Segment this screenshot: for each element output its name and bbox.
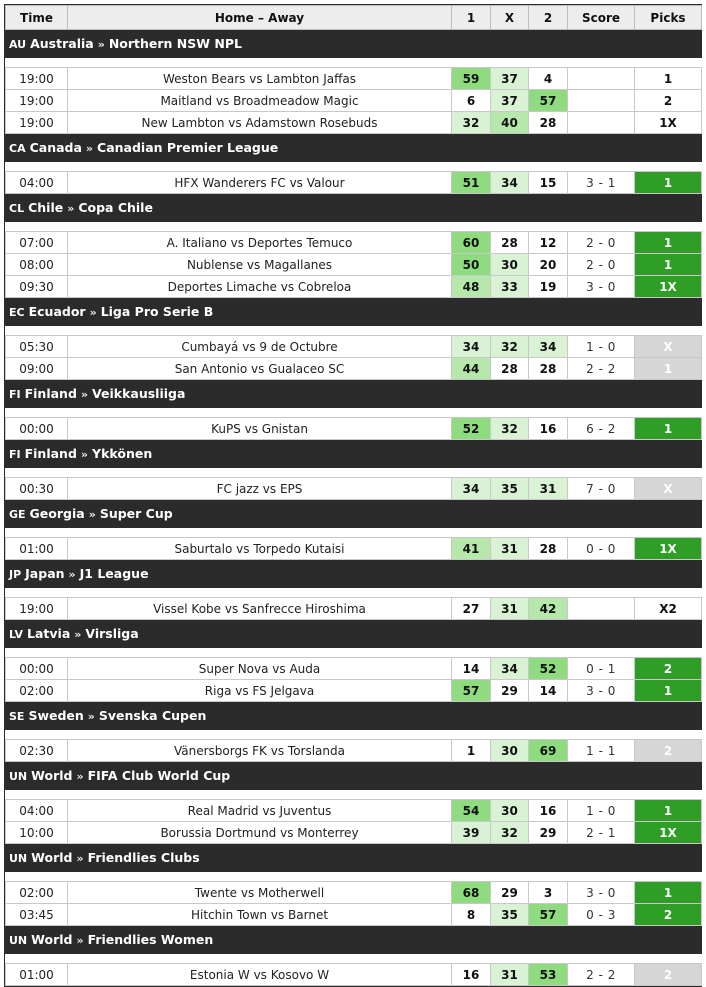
match-row[interactable] — [6, 276, 702, 298]
country-code-flag: GE — [9, 508, 26, 521]
breadcrumb-separator-icon: » — [80, 388, 89, 401]
prob-draw: 29 — [491, 680, 529, 702]
league-spacer — [6, 468, 702, 478]
prob-draw: 34 — [491, 172, 529, 194]
prob-home: 1 — [452, 740, 491, 762]
prob-draw: 34 — [491, 658, 529, 680]
match-score: 2 - 1 — [568, 822, 635, 844]
prob-home: 54 — [452, 800, 491, 822]
match-pick: 1 — [635, 418, 702, 440]
match-time: 19:00 — [6, 90, 68, 112]
country-code-flag: LV — [9, 628, 24, 641]
breadcrumb-separator-icon: » — [87, 710, 95, 723]
match-teams-link[interactable]: Hitchin Town vs Barnet — [68, 904, 452, 926]
prob-home: 6 — [452, 90, 491, 112]
prob-away: 57 — [529, 904, 568, 926]
match-row[interactable] — [6, 232, 702, 254]
league-header-cell[interactable] — [6, 298, 702, 326]
country-code-flag: UN — [9, 934, 28, 947]
match-time: 09:00 — [6, 358, 68, 380]
country-code-flag: JP — [9, 568, 22, 581]
match-teams-link[interactable]: Vänersborgs FK vs Torslanda — [68, 740, 452, 762]
header-match: Home – Away — [68, 6, 452, 30]
league-header[interactable] — [6, 500, 702, 528]
match-pick: 1X — [635, 276, 702, 298]
header-score: Score — [568, 6, 635, 30]
league-country[interactable]: Australia — [30, 36, 94, 51]
league-header-cell[interactable] — [6, 844, 702, 872]
header-time: Time — [6, 6, 68, 30]
match-row[interactable] — [6, 112, 702, 134]
match-score: 3 - 1 — [568, 172, 635, 194]
country-code-flag: CL — [9, 202, 25, 215]
match-row[interactable] — [6, 254, 702, 276]
prob-away: 20 — [529, 254, 568, 276]
league-country[interactable]: Latvia — [27, 626, 71, 641]
prob-draw: 30 — [491, 740, 529, 762]
match-row[interactable] — [6, 740, 702, 762]
match-time: 19:00 — [6, 112, 68, 134]
prob-home: 50 — [452, 254, 491, 276]
match-time: 02:30 — [6, 740, 68, 762]
league-name[interactable]: FIFA Club World Cup — [87, 768, 231, 783]
prob-draw: 28 — [491, 358, 529, 380]
league-header-cell[interactable] — [6, 30, 702, 58]
prob-home: 27 — [452, 598, 491, 620]
league-spacer-cell — [6, 468, 702, 478]
match-score: 1 - 0 — [568, 800, 635, 822]
match-row[interactable] — [6, 680, 702, 702]
country-code-flag: AU — [9, 38, 27, 51]
match-score — [568, 68, 635, 90]
prob-draw: 29 — [491, 882, 529, 904]
match-teams-link[interactable]: Vissel Kobe vs Sanfrecce Hiroshima — [68, 598, 452, 620]
prob-away: 53 — [529, 964, 568, 986]
match-time: 10:00 — [6, 822, 68, 844]
league-spacer — [6, 408, 702, 418]
prob-home: 34 — [452, 336, 491, 358]
match-time: 04:00 — [6, 172, 68, 194]
country-code-flag: FI — [9, 388, 21, 401]
prob-home: 14 — [452, 658, 491, 680]
match-pick: 1 — [635, 800, 702, 822]
match-pick: 1 — [635, 68, 702, 90]
breadcrumb-separator-icon: » — [76, 770, 84, 783]
match-row[interactable] — [6, 68, 702, 90]
breadcrumb-separator-icon: » — [74, 628, 82, 641]
match-row[interactable] — [6, 964, 702, 986]
prob-home: 32 — [452, 112, 491, 134]
league-spacer-cell — [6, 58, 702, 68]
league-spacer-cell — [6, 326, 702, 336]
league-header[interactable] — [6, 440, 702, 468]
prob-away: 19 — [529, 276, 568, 298]
match-teams-link[interactable]: Maitland vs Broadmeadow Magic — [68, 90, 452, 112]
league-spacer — [6, 222, 702, 232]
breadcrumb-separator-icon: » — [80, 448, 89, 461]
league-spacer-cell — [6, 872, 702, 882]
league-spacer — [6, 58, 702, 68]
prob-away: 42 — [529, 598, 568, 620]
prob-away: 31 — [529, 478, 568, 500]
table-body — [6, 30, 702, 986]
prob-away: 34 — [529, 336, 568, 358]
league-name[interactable]: Friendlies Women — [87, 932, 214, 947]
match-pick: 2 — [635, 740, 702, 762]
league-country[interactable]: World — [31, 768, 73, 783]
league-header[interactable] — [6, 620, 702, 648]
match-teams-link[interactable]: San Antonio vs Gualaceo SC — [68, 358, 452, 380]
prob-away: 52 — [529, 658, 568, 680]
match-time: 05:30 — [6, 336, 68, 358]
match-score: 6 - 2 — [568, 418, 635, 440]
match-score: 2 - 2 — [568, 358, 635, 380]
prob-draw: 31 — [491, 598, 529, 620]
match-row[interactable] — [6, 172, 702, 194]
match-teams-link[interactable]: Riga vs FS Jelgava — [68, 680, 452, 702]
prob-draw: 37 — [491, 68, 529, 90]
breadcrumb-separator-icon: » — [85, 142, 94, 155]
league-name[interactable]: Svenska Cupen — [98, 708, 207, 723]
league-spacer-cell — [6, 790, 702, 800]
match-pick: 1 — [635, 172, 702, 194]
match-row[interactable] — [6, 882, 702, 904]
prob-away: 3 — [529, 882, 568, 904]
match-pick: 2 — [635, 904, 702, 926]
match-row[interactable] — [6, 800, 702, 822]
match-score: 0 - 1 — [568, 658, 635, 680]
prob-draw: 30 — [491, 254, 529, 276]
match-row[interactable] — [6, 658, 702, 680]
match-time: 09:30 — [6, 276, 68, 298]
breadcrumb-separator-icon: » — [76, 934, 84, 947]
league-name[interactable]: Super Cup — [99, 506, 173, 521]
match-pick: 1 — [635, 232, 702, 254]
league-header[interactable] — [6, 30, 702, 58]
match-teams-link[interactable]: Saburtalo vs Torpedo Kutaisi — [68, 538, 452, 560]
match-teams-link[interactable]: KuPS vs Gnistan — [68, 418, 452, 440]
match-teams-link[interactable]: FC jazz vs EPS — [68, 478, 452, 500]
match-score — [568, 90, 635, 112]
match-pick: 1X — [635, 112, 702, 134]
prob-home: 44 — [452, 358, 491, 380]
prob-away: 12 — [529, 232, 568, 254]
match-row[interactable] — [6, 418, 702, 440]
predictions-table-container — [4, 4, 702, 987]
header-prob-x: X — [491, 6, 529, 30]
league-header-cell[interactable] — [6, 194, 702, 222]
league-header-cell[interactable] — [6, 380, 702, 408]
league-header-cell[interactable] — [6, 762, 702, 790]
league-header-cell[interactable] — [6, 440, 702, 468]
match-row[interactable] — [6, 358, 702, 380]
match-time: 19:00 — [6, 68, 68, 90]
prob-home: 68 — [452, 882, 491, 904]
match-teams-link[interactable]: Weston Bears vs Lambton Jaffas — [68, 68, 452, 90]
league-spacer-cell — [6, 588, 702, 598]
league-spacer — [6, 162, 702, 172]
match-row[interactable] — [6, 822, 702, 844]
match-row[interactable] — [6, 598, 702, 620]
prob-away: 16 — [529, 418, 568, 440]
league-spacer-cell — [6, 408, 702, 418]
match-teams-link[interactable]: New Lambton vs Adamstown Rosebuds — [68, 112, 452, 134]
prob-draw: 31 — [491, 538, 529, 560]
prob-home: 60 — [452, 232, 491, 254]
prob-home: 41 — [452, 538, 491, 560]
prob-draw: 40 — [491, 112, 529, 134]
league-spacer — [6, 326, 702, 336]
league-spacer — [6, 954, 702, 964]
header-picks: Picks — [635, 6, 702, 30]
league-name[interactable]: Friendlies Clubs — [87, 850, 200, 865]
league-header[interactable] — [6, 380, 702, 408]
league-spacer-cell — [6, 730, 702, 740]
match-time: 04:00 — [6, 800, 68, 822]
league-spacer — [6, 730, 702, 740]
league-country[interactable]: Chile — [28, 200, 64, 215]
league-header[interactable] — [6, 298, 702, 326]
match-time: 08:00 — [6, 254, 68, 276]
prob-draw: 33 — [491, 276, 529, 298]
match-row[interactable] — [6, 336, 702, 358]
league-name[interactable]: Veikkausliiga — [92, 386, 186, 401]
country-code-flag: SE — [9, 710, 25, 723]
league-name[interactable]: Copa Chile — [78, 200, 153, 215]
match-pick: 1X — [635, 538, 702, 560]
match-score: 7 - 0 — [568, 478, 635, 500]
prob-home: 34 — [452, 478, 491, 500]
match-row[interactable] — [6, 904, 702, 926]
match-time: 07:00 — [6, 232, 68, 254]
match-teams-link[interactable]: A. Italiano vs Deportes Temuco — [68, 232, 452, 254]
league-header[interactable] — [6, 702, 702, 730]
match-pick: 1 — [635, 680, 702, 702]
prob-home: 16 — [452, 964, 491, 986]
league-header[interactable] — [6, 762, 702, 790]
breadcrumb-separator-icon: » — [88, 508, 96, 521]
prob-draw: 28 — [491, 232, 529, 254]
match-teams-link[interactable]: Twente vs Motherwell — [68, 882, 452, 904]
breadcrumb-separator-icon: » — [68, 568, 76, 581]
match-time: 02:00 — [6, 882, 68, 904]
match-time: 19:00 — [6, 598, 68, 620]
prob-draw: 30 — [491, 800, 529, 822]
match-time: 00:00 — [6, 658, 68, 680]
country-code-flag: CA — [9, 142, 26, 155]
match-score: 3 - 0 — [568, 276, 635, 298]
league-spacer-cell — [6, 954, 702, 964]
league-name[interactable]: Liga Pro Serie B — [100, 304, 214, 319]
league-header-cell[interactable] — [6, 560, 702, 588]
match-row[interactable] — [6, 538, 702, 560]
match-time: 00:30 — [6, 478, 68, 500]
match-teams-link[interactable]: Borussia Dortmund vs Monterrey — [68, 822, 452, 844]
breadcrumb-separator-icon: » — [97, 38, 105, 51]
league-spacer — [6, 588, 702, 598]
league-country[interactable]: Japan — [25, 566, 65, 581]
league-header[interactable] — [6, 194, 702, 222]
prob-home: 59 — [452, 68, 491, 90]
country-code-flag: UN — [9, 770, 28, 783]
match-time: 00:00 — [6, 418, 68, 440]
prob-away: 69 — [529, 740, 568, 762]
league-header-cell[interactable] — [6, 620, 702, 648]
league-spacer-cell — [6, 162, 702, 172]
match-pick: 1 — [635, 882, 702, 904]
prob-draw: 35 — [491, 478, 529, 500]
match-time: 01:00 — [6, 964, 68, 986]
prob-away: 57 — [529, 90, 568, 112]
match-score — [568, 112, 635, 134]
league-header[interactable] — [6, 926, 702, 954]
match-pick: 2 — [635, 90, 702, 112]
league-country[interactable]: Canada — [29, 140, 82, 155]
breadcrumb-separator-icon: » — [89, 306, 97, 319]
prob-home: 8 — [452, 904, 491, 926]
league-name[interactable]: Virsliga — [85, 626, 139, 641]
match-teams-link[interactable]: Cumbayá vs 9 de Octubre — [68, 336, 452, 358]
match-score — [568, 598, 635, 620]
country-code-flag: UN — [9, 852, 28, 865]
match-teams-link[interactable]: Real Madrid vs Juventus — [68, 800, 452, 822]
prob-away: 4 — [529, 68, 568, 90]
match-pick: X — [635, 478, 702, 500]
header-prob-2: 2 — [529, 6, 568, 30]
league-country[interactable]: Finland — [24, 446, 77, 461]
league-name[interactable]: J1 League — [79, 566, 149, 581]
breadcrumb-separator-icon: » — [76, 852, 84, 865]
prob-away: 28 — [529, 112, 568, 134]
prob-draw: 31 — [491, 964, 529, 986]
league-country[interactable]: Georgia — [29, 506, 85, 521]
match-score: 3 - 0 — [568, 680, 635, 702]
match-time: 02:00 — [6, 680, 68, 702]
match-score: 2 - 0 — [568, 254, 635, 276]
match-score: 0 - 0 — [568, 538, 635, 560]
prob-draw: 35 — [491, 904, 529, 926]
league-header-cell[interactable] — [6, 702, 702, 730]
match-teams-link[interactable]: HFX Wanderers FC vs Valour — [68, 172, 452, 194]
table-header — [6, 6, 702, 30]
prob-away: 29 — [529, 822, 568, 844]
match-score: 1 - 1 — [568, 740, 635, 762]
prob-home: 48 — [452, 276, 491, 298]
prob-home: 39 — [452, 822, 491, 844]
league-country[interactable]: World — [31, 850, 73, 865]
match-time: 03:45 — [6, 904, 68, 926]
header-prob-1: 1 — [452, 6, 491, 30]
match-pick: X — [635, 336, 702, 358]
match-row[interactable] — [6, 90, 702, 112]
league-spacer — [6, 528, 702, 538]
match-row[interactable] — [6, 478, 702, 500]
country-code-flag: FI — [9, 448, 21, 461]
league-name[interactable]: Ykkönen — [92, 446, 153, 461]
league-header[interactable] — [6, 560, 702, 588]
match-time: 01:00 — [6, 538, 68, 560]
league-spacer-cell — [6, 222, 702, 232]
match-pick: 2 — [635, 964, 702, 986]
prob-draw: 37 — [491, 90, 529, 112]
match-score: 1 - 0 — [568, 336, 635, 358]
match-score: 2 - 2 — [568, 964, 635, 986]
league-header-cell[interactable] — [6, 926, 702, 954]
league-spacer-cell — [6, 648, 702, 658]
prob-home: 52 — [452, 418, 491, 440]
prob-away: 16 — [529, 800, 568, 822]
match-score: 0 - 3 — [568, 904, 635, 926]
match-score: 3 - 0 — [568, 882, 635, 904]
league-header-cell[interactable] — [6, 500, 702, 528]
prob-away: 28 — [529, 538, 568, 560]
match-teams-link[interactable]: Super Nova vs Auda — [68, 658, 452, 680]
league-country[interactable]: Sweden — [28, 708, 84, 723]
league-header[interactable] — [6, 134, 702, 162]
league-name[interactable]: Canadian Premier League — [97, 140, 279, 155]
prob-away: 15 — [529, 172, 568, 194]
prob-draw: 32 — [491, 336, 529, 358]
league-spacer-cell — [6, 528, 702, 538]
breadcrumb-separator-icon: » — [67, 202, 75, 215]
match-pick: 1 — [635, 358, 702, 380]
prob-draw: 32 — [491, 418, 529, 440]
predictions-table — [5, 5, 702, 986]
league-country[interactable]: Ecuador — [28, 304, 86, 319]
prob-away: 28 — [529, 358, 568, 380]
league-spacer — [6, 648, 702, 658]
match-pick: 1 — [635, 254, 702, 276]
match-pick: 2 — [635, 658, 702, 680]
match-teams-link[interactable]: Estonia W vs Kosovo W — [68, 964, 452, 986]
country-code-flag: EC — [9, 306, 25, 319]
match-pick: X2 — [635, 598, 702, 620]
league-header[interactable] — [6, 844, 702, 872]
league-country[interactable]: World — [31, 932, 73, 947]
prob-home: 57 — [452, 680, 491, 702]
match-teams-link[interactable]: Nublense vs Magallanes — [68, 254, 452, 276]
match-teams-link[interactable]: Deportes Limache vs Cobreloa — [68, 276, 452, 298]
prob-away: 14 — [529, 680, 568, 702]
league-spacer — [6, 790, 702, 800]
league-header-cell[interactable] — [6, 134, 702, 162]
prob-draw: 32 — [491, 822, 529, 844]
prob-home: 51 — [452, 172, 491, 194]
match-pick: 1X — [635, 822, 702, 844]
league-country[interactable]: Finland — [24, 386, 77, 401]
league-name[interactable]: Northern NSW NPL — [108, 36, 242, 51]
match-score: 2 - 0 — [568, 232, 635, 254]
league-spacer — [6, 872, 702, 882]
